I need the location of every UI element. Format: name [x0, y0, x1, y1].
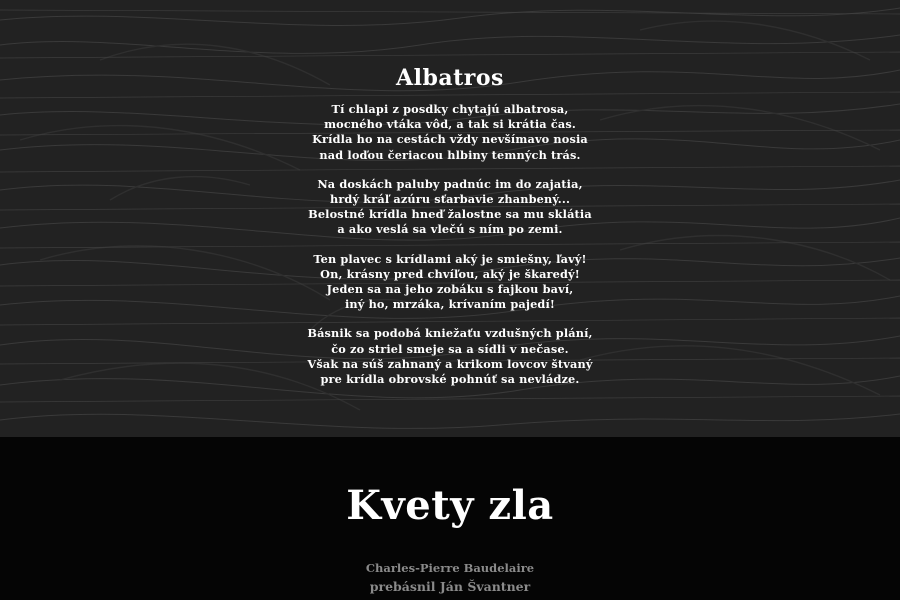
poem-line: čo zo striel smeje sa a sídli v nečase. — [331, 341, 569, 356]
poem-line: Belostné krídla hneď žalostne sa mu sklátia — [308, 207, 592, 222]
author-name: Charles-Pierre Baudelaire — [365, 561, 535, 575]
poem-line: Básnik sa podobá kniežaťu vzdušných plání, — [307, 326, 593, 341]
poem-line: Krídla ho na cestách vždy nevšímavo nosia — [312, 132, 588, 147]
poem-line: mocného vtáka vôd, a tak si krátia čas. — [324, 117, 576, 132]
poem-line: hrdý kráľ azúru sťarbavie zhanbený... — [329, 192, 571, 207]
poem-line: Ten plavec s krídlami aký je smiešny, ľavý! — [313, 251, 587, 266]
poem-line: Jeden sa na jeho zobáku s fajkou baví, — [326, 282, 574, 297]
poem-line: On, krásny pred chvíľou, aký je škaredý! — [320, 266, 580, 281]
stanza-4 — [0, 326, 900, 387]
translator-credit: prebásnil Ján Švantner — [369, 579, 531, 594]
poem-line: Na doskách paluby padnúc im do zajatia, — [317, 176, 583, 191]
stanza-2 — [0, 177, 900, 238]
stanza-1 — [0, 102, 900, 163]
poem-title: Albatros — [396, 65, 504, 91]
poem-line: nad loďou čeriacou hlbiny temných trás. — [319, 147, 581, 162]
poem-line: pre krídla obrovské pohnúť sa nevládze. — [320, 372, 580, 387]
poem-stanzas — [0, 102, 900, 401]
poem-line: a ako veslá sa vlečú s ním po zemi. — [337, 222, 563, 237]
stanza-3 — [0, 252, 900, 313]
book-title: Kvety zla — [346, 482, 554, 529]
poem-line: Tí chlapi z posdky chytajú albatrosa, — [331, 102, 569, 116]
title-panel — [0, 437, 900, 600]
poem-line: iný ho, mrzáka, krívaním pajedí! — [344, 297, 556, 312]
poem-line: Však na súš zahnaný a krikom lovcov štvaný — [307, 356, 593, 371]
